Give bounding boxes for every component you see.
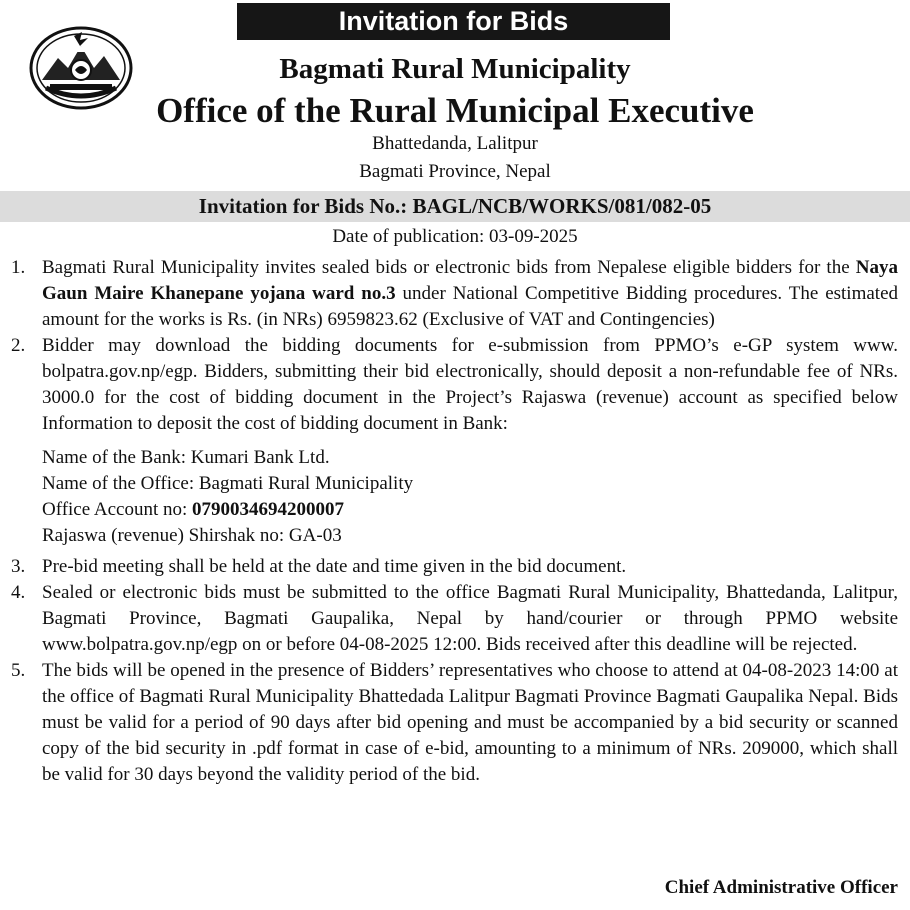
list-item	[0, 658, 910, 788]
municipality-name: Bagmati Rural Municipality	[279, 53, 631, 85]
account-number: 0790034694200007	[192, 499, 345, 520]
item-number: 2.	[11, 335, 26, 356]
list-item	[0, 580, 910, 658]
item-number: 4.	[11, 582, 26, 603]
item-number: 5.	[11, 660, 26, 681]
item-number: 1.	[11, 257, 26, 278]
list-item	[0, 333, 910, 437]
bank-account	[42, 497, 910, 523]
publication-date: Date of publication: 03-09-2025	[332, 226, 578, 247]
bank-office: Name of the Office: Bagmati Rural Municipality	[42, 473, 414, 494]
revenue-shirshak: Rajaswa (revenue) Shirshak no: GA-03	[42, 525, 342, 546]
bank-details	[0, 445, 910, 549]
item-text: Sealed or electronic bids must be submitted to the office Bagmati Rural Municipality, Bhattedanda, Lalitpur, Bagmati Province, Bagmati Gaupalika, Nepal by hand/courier or through PPMO website www.bolpatra.gov.np/egp on or before 04-08-2025 12:00. Bids received after this deadline will be rejected.	[42, 582, 898, 655]
list-item	[0, 554, 910, 580]
item-text: Bagmati Rural Municipality invites sealed bids or electronic bids from Nepalese eligible bidders for the	[42, 257, 856, 278]
list-item	[0, 255, 910, 333]
bank-name: Name of the Bank: Kumari Bank Ltd.	[42, 447, 330, 468]
office-name: Office of the Rural Municipal Executive	[156, 91, 754, 130]
item-text: under National Competitive Bidding procedures. The estimated amount for the works is Rs. (in NRs) 6959823.62 (Exclusive of VAT and Contingencies)	[42, 283, 899, 330]
address-line-2: Bagmati Province, Nepal	[359, 161, 551, 182]
notice-banner: Invitation for Bids	[237, 3, 670, 40]
item-text: The bids will be opened in the presence of Bidders’ representatives who choose to attend at 04-08-2023 14:00 at the office of Bagmati Rural Municipality Bhattedada Lalitpur Bagmati Province Bagmati Gaupalika Nepal. Bids must be valid for a period of 90 days after bid opening and must be accompanied by a bid security or scanned copy of the bid security in .pdf format in case of e-bid, amounting to a minimum of NRs. 209000, which shall be valid for 30 days beyond the validity period of the bid.	[42, 660, 898, 785]
project-name: Naya Gaun Maire Khanepane yojana ward no.3	[42, 257, 898, 304]
signature-title: Chief Administrative Officer	[664, 877, 898, 898]
bid-number: Invitation for Bids No.: BAGL/NCB/WORKS/081/082-05	[0, 191, 910, 222]
address-line-1: Bhattedanda, Lalitpur	[372, 133, 538, 154]
item-text: Pre-bid meeting shall be held at the date and time given in the bid document.	[42, 556, 627, 577]
account-label: Office Account no:	[42, 499, 193, 520]
notice-body	[0, 255, 910, 788]
item-text: Bidder may download the bidding documents for e-submission from PPMO’s e-GP system www. bolpatra.gov.np/egp. Bidders, submitting their bid electronically, should deposit a non-refundable fee of NRs. 3000.0 for the cost of bidding document in the Project’s Rajaswa (revenue) account as specified below Information to deposit the cost of bidding document in Bank:	[42, 335, 898, 434]
item-number: 3.	[11, 556, 26, 577]
